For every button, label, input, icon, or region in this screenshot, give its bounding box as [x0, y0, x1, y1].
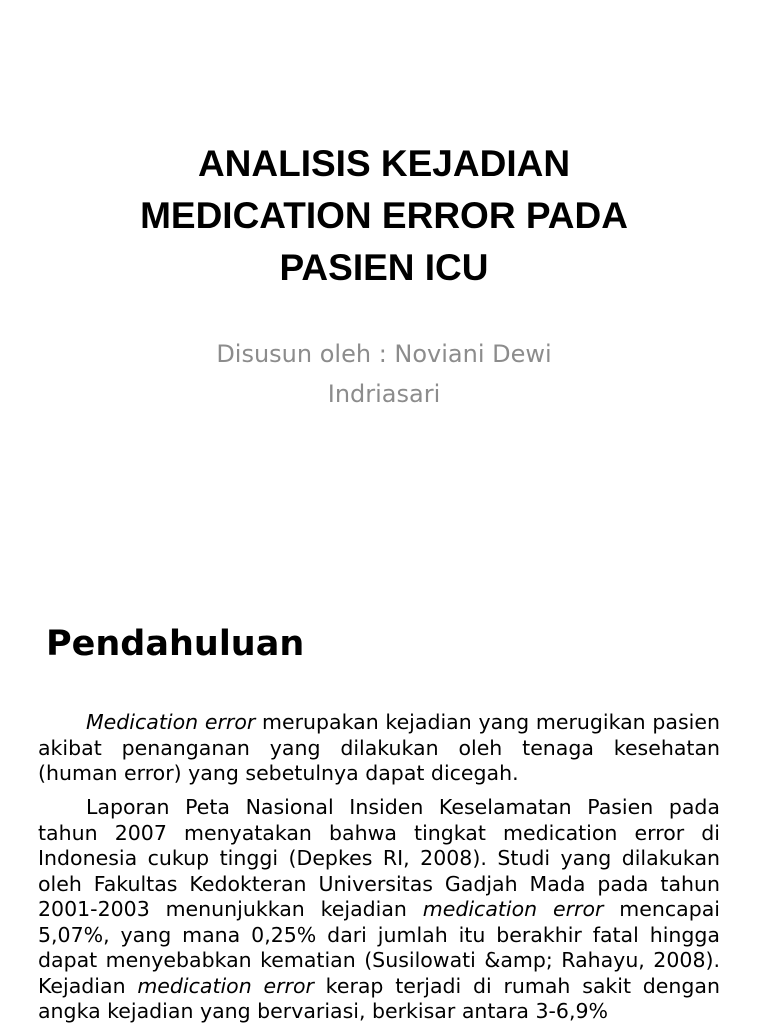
p2-italic-term-2: medication error — [137, 973, 314, 998]
p2-text-3: kerap terjadi di rumah sakit dengan angka kejadian yang bervariasi, berkisar antara 3-6,9% — [38, 973, 720, 1023]
subtitle-line-1: Disusun oleh : Noviani Dewi — [216, 340, 552, 368]
p2-text-1: Laporan Peta Nasional Insiden Keselamatan Pasien pada tahun 2007 menyatakan bahwa tingkat medication error di Indonesia cukup tinggi (Depkes RI, 2008). Studi yang dilakukan oleh Fakultas Kedokteran Universitas Gadjah Mada pada tahun 2001-2003 menunjukkan kejadian — [38, 795, 720, 921]
paragraph-1 — [38, 710, 720, 787]
p1-text: merupakan kejadian yang merugikan pasien akibat penanganan yang dilakukan oleh tenaga kesehatan (human error) yang sebetulnya dapat dicegah. — [38, 710, 720, 785]
presentation-title — [40, 138, 728, 294]
p2-text-2: mencapai 5,07%, yang mana 0,25% dari jumlah itu berakhir fatal hingga dapat menyebabkan kematian (Susilowati &amp; Rahayu, 2008). Kejadian — [38, 897, 720, 998]
author-subtitle — [100, 334, 668, 414]
introduction-slide — [0, 600, 768, 1024]
section-heading: Pendahuluan — [46, 624, 305, 664]
subtitle-line-2: Indriasari — [327, 380, 441, 408]
title-line-2: MEDICATION ERROR PADA — [140, 195, 628, 236]
p1-italic-term: Medication error — [86, 710, 256, 734]
title-line-1: ANALISIS KEJADIAN — [197, 143, 571, 184]
paragraph-2 — [38, 795, 720, 1025]
p2-italic-term-1: medication error — [422, 897, 604, 921]
title-line-3: PASIEN ICU — [279, 247, 489, 288]
